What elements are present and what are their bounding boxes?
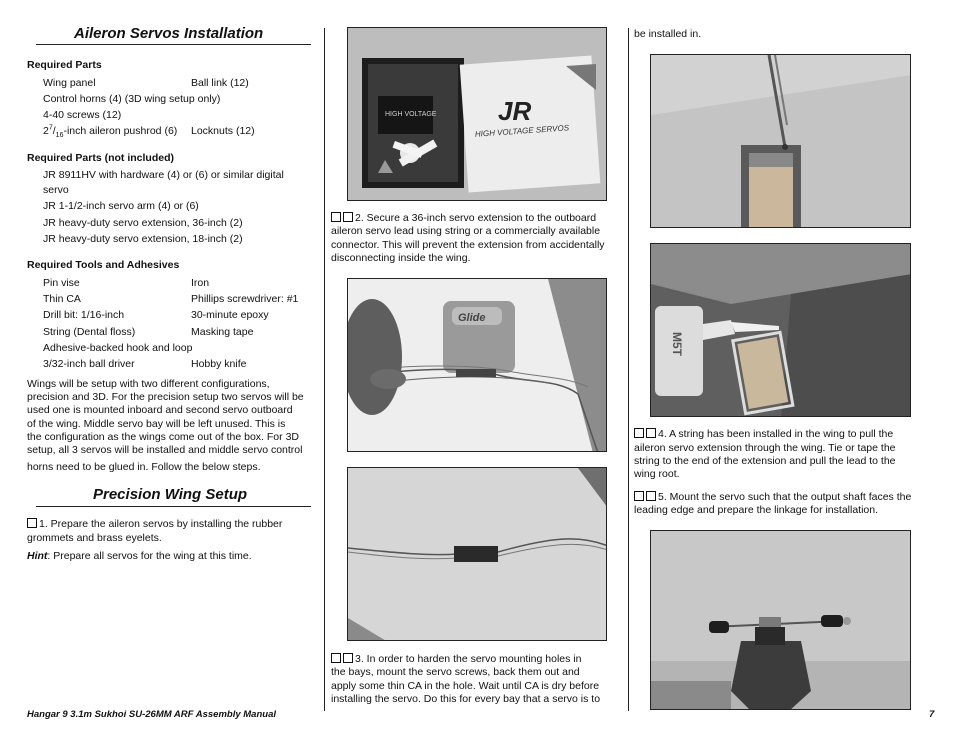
tool-item: Hobby knife [191, 358, 247, 370]
continued-text: be installed in. [634, 28, 702, 40]
step-2-cont: disconnecting inside the wing. [331, 252, 471, 264]
parts-item: 4-40 screws (12) [43, 109, 122, 121]
fraction-whole: 2 [43, 125, 49, 137]
not-included-item: JR 8911HV with hardware (4) or (6) or similar digital [43, 169, 284, 181]
checkbox-icon[interactable] [646, 428, 656, 438]
tool-item: Pin vise [43, 277, 80, 289]
paragraph-line: Wings will be setup with two different configurations, [27, 378, 270, 390]
checkbox-icon[interactable] [634, 491, 644, 501]
tool-item: Phillips screwdriver: #1 [191, 293, 299, 305]
tool-item: Thin CA [43, 293, 81, 305]
not-included-item: JR 1-1/2-inch servo arm (4) or (6) [43, 200, 199, 212]
step-4-cont: string to the end of the extension and pull the lead to the [634, 455, 896, 467]
section-title-aileron-servos: Aileron Servos Installation [74, 25, 264, 42]
not-included-item: JR heavy-duty servo extension, 18-inch (2) [43, 233, 243, 245]
checkbox-icon[interactable] [646, 491, 656, 501]
step-1-cont: grommets and brass eyelets. [27, 532, 162, 544]
photo-glue-bottle [650, 243, 911, 417]
parts-item: Wing panel [43, 77, 96, 89]
step-text: 4. A string has been installed in the wing to pull the [658, 428, 894, 440]
paragraph-line: of the wing. Middle servo bay will be left unused. This is [27, 418, 286, 430]
checkbox-icon[interactable] [27, 518, 37, 528]
paragraph-line: precision and 3D. For the precision setup two servos will be [27, 391, 304, 403]
step-text: 3. In order to harden the servo mounting holes in [355, 653, 582, 665]
pushrod-vise-image [651, 531, 911, 710]
step-5-cont: leading edge and prepare the linkage for installation. [634, 504, 879, 516]
servo-connector-image [348, 468, 607, 641]
checkbox-icon[interactable] [634, 428, 644, 438]
photo-servo-bay [650, 54, 911, 228]
step-2-cont: connector. This will prevent the extension from accidentally [331, 239, 605, 251]
required-parts-heading: Required Parts [27, 59, 102, 71]
page-number: 7 [929, 709, 935, 720]
tool-item: Masking tape [191, 326, 254, 338]
section-title-precision-wing: Precision Wing Setup [93, 486, 248, 503]
column-divider [324, 28, 325, 711]
column-divider [628, 28, 629, 711]
parts-item: Ball link (12) [191, 77, 249, 89]
photo-brand: HIGH VOLTAGE SERVOS [474, 123, 570, 139]
not-included-item: servo [43, 184, 69, 196]
photo-dental-floss [347, 278, 607, 452]
not-included-heading: Required Parts (not included) [27, 152, 175, 164]
not-included-item: JR heavy-duty servo extension, 36-inch (2) [43, 217, 243, 229]
fraction-numerator: 7 [48, 124, 53, 132]
paragraph-line: the configuration as the wings come out of the box. For 3D [27, 431, 299, 443]
checkbox-icon[interactable] [343, 653, 353, 663]
parts-item: Locknuts (12) [191, 125, 255, 137]
fraction-slash: / [52, 125, 56, 137]
tools-heading: Required Tools and Adhesives [27, 259, 180, 271]
step-3-cont: the bays, mount the servo screws, back them out and [331, 666, 580, 678]
step-3-cont: apply some thin CA in the hole. Wait until CA is dry before [331, 680, 600, 692]
photo-servo-box [347, 27, 607, 201]
checkbox-icon[interactable] [343, 212, 353, 222]
tool-item: 30-minute epoxy [191, 309, 269, 321]
step-4 [634, 428, 893, 442]
tool-item: Adhesive-backed hook and loop [43, 342, 193, 354]
dental-floss-image [348, 279, 607, 452]
photo-label: Glide [458, 312, 486, 324]
step-2-cont: aileron servo lead using string or a commercially available [331, 225, 601, 237]
step-1 [27, 518, 282, 532]
photo-servo-connector [347, 467, 607, 641]
step-3 [331, 653, 581, 667]
hint-label: Hint [27, 550, 48, 562]
section-title-underline [36, 506, 311, 507]
paragraph-line: used one is mounted inboard and second servo outboard [27, 404, 293, 416]
tool-item: 3/32-inch ball driver [43, 358, 135, 370]
tool-item: String (Dental floss) [43, 326, 136, 338]
paragraph-line: setup, all 3 servos will be installed and middle servo control [27, 444, 303, 456]
step-2 [331, 212, 596, 226]
step-4-cont: wing root. [634, 468, 680, 480]
paragraph-line: horns need to be glued in. Follow the below steps. [27, 461, 261, 473]
step-4-cont: aileron servo extension through the wing. Tie or tape the [634, 442, 896, 454]
parts-item: Control horns (4) (3D wing setup only) [43, 93, 221, 105]
tool-item: Iron [191, 277, 210, 289]
checkbox-icon[interactable] [331, 653, 341, 663]
photo-logo: JR [498, 96, 532, 126]
hint-text: : Prepare all servos for the wing at this time. [47, 550, 252, 562]
footer-title: Hangar 9 3.1m Sukhoi SU-26MM ARF Assembly Manual [27, 709, 276, 720]
step-5 [634, 491, 911, 505]
photo-label: M5T [670, 332, 684, 356]
checkbox-icon[interactable] [331, 212, 341, 222]
fraction-denominator: 16 [55, 132, 64, 140]
photo-pushrod-vise [650, 530, 911, 710]
parts-item-pushrod [43, 125, 177, 139]
hint [27, 550, 252, 564]
servo-box-image [348, 28, 607, 201]
glue-bottle-image [651, 244, 911, 417]
photo-label: HIGH VOLTAGE [385, 111, 437, 118]
tool-item: Drill bit: 1/16-inch [43, 309, 125, 321]
step-3-cont: installing the servo. Do this for every bay that a servo is to [331, 693, 601, 705]
step-text: 2. Secure a 36-inch servo extension to the outboard [355, 212, 597, 224]
step-text: 1. Prepare the aileron servos by installing the rubber [39, 518, 283, 530]
servo-bay-image [651, 55, 911, 228]
step-text: 5. Mount the servo such that the output shaft faces the [658, 491, 912, 503]
section-title-underline [36, 44, 311, 45]
parts-item-text: -inch aileron pushrod (6) [63, 125, 178, 137]
